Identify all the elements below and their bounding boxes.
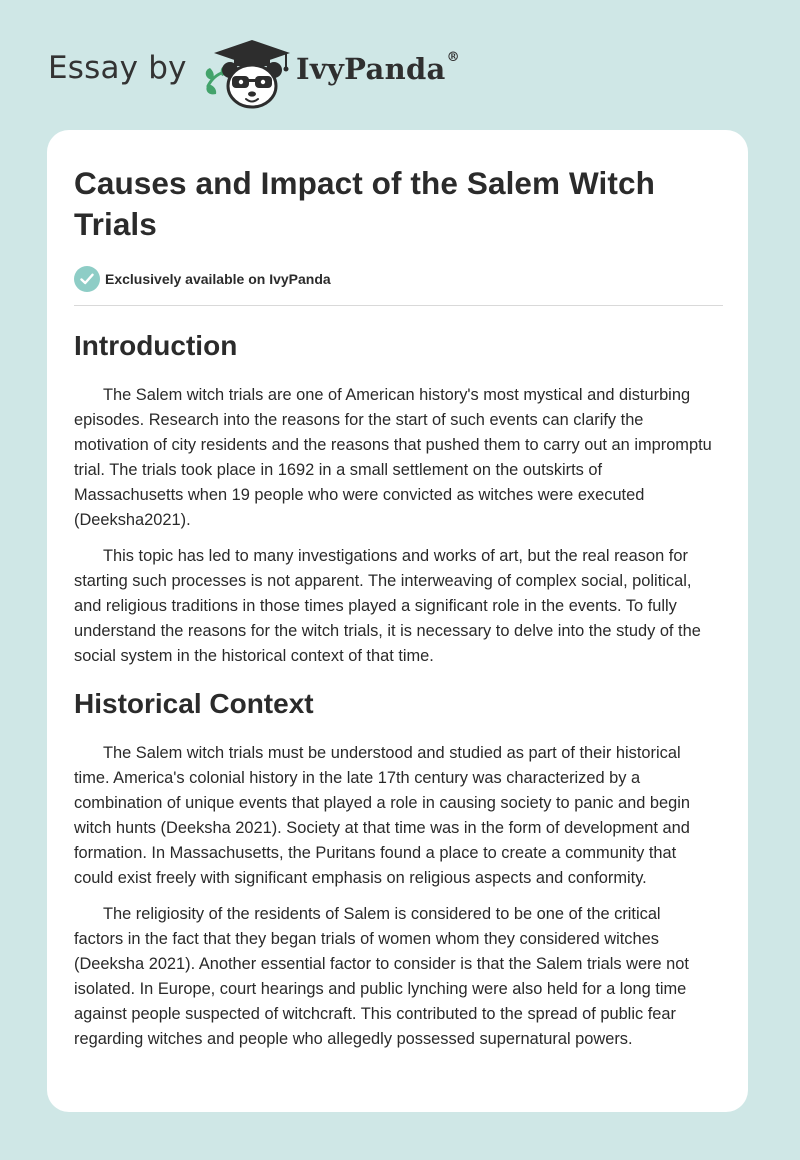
section-heading-historical-context: Historical Context — [74, 688, 314, 719]
site-header — [48, 34, 508, 114]
panda-graduate-icon — [202, 38, 294, 110]
brand-name: IvyPanda® — [296, 50, 460, 86]
paragraph: The religiosity of the residents of Salem is considered to be one of the critical factors in the fact that they began trials of women whom they considered witches (Deeksha 2021). Another essential factor to consider is that the Salem trials were not isolated. In Europe, court hearings and public lynching were also held for a long time against people suspected of witchcraft. This contributed to the spread of public fear regarding witches and people who allegedly possessed supernatural powers. — [74, 905, 689, 1048]
title-divider — [74, 305, 723, 306]
essay-content — [74, 163, 723, 1052]
section-heading-introduction: Introduction — [74, 330, 238, 361]
exclusive-badge-label: Exclusively available on IvyPanda — [105, 271, 331, 287]
essay-title — [74, 163, 723, 245]
title-line: Causes and Impact of the Salem Witch — [74, 165, 655, 201]
exclusive-badge — [74, 265, 723, 293]
paragraph: This topic has led to many investigations and works of art, but the real reason for starting such processes is not apparent. The interweaving of complex social, political, and religious traditions in those times played a significant role in the events. To fully understand the reasons for the witch trials, it is necessary to delve into the study of the social system in the historical context of that time. — [74, 547, 701, 665]
title-line: Trials — [74, 206, 157, 242]
paragraph: The Salem witch trials must be understood and studied as part of their historical time. America's colonial history in the late 17th century was characterized by a combination of unique events that played a role in causing society to panic and begin witch hunts (Deeksha 2021). Society at that time was in the form of development and formation. In Massachusetts, the Puritans found a place to create a community that could exist freely with significant emphasis on religious aspects and conformity. — [74, 744, 690, 887]
essay-card — [47, 130, 748, 1112]
check-circle-icon — [74, 266, 100, 292]
paragraph: The Salem witch trials are one of American history's most mystical and disturbing episodes. Research into the reasons for the start of such events can clarify the motivation of city residents and the reasons that pushed them to carry out an impromptu trial. The trials took place in 1692 in a small settlement on the outskirts of Massachusetts when 19 people who were convicted as witches were executed (Deeksha2021). — [74, 386, 712, 529]
essay-by-label: Essay by — [48, 50, 187, 86]
